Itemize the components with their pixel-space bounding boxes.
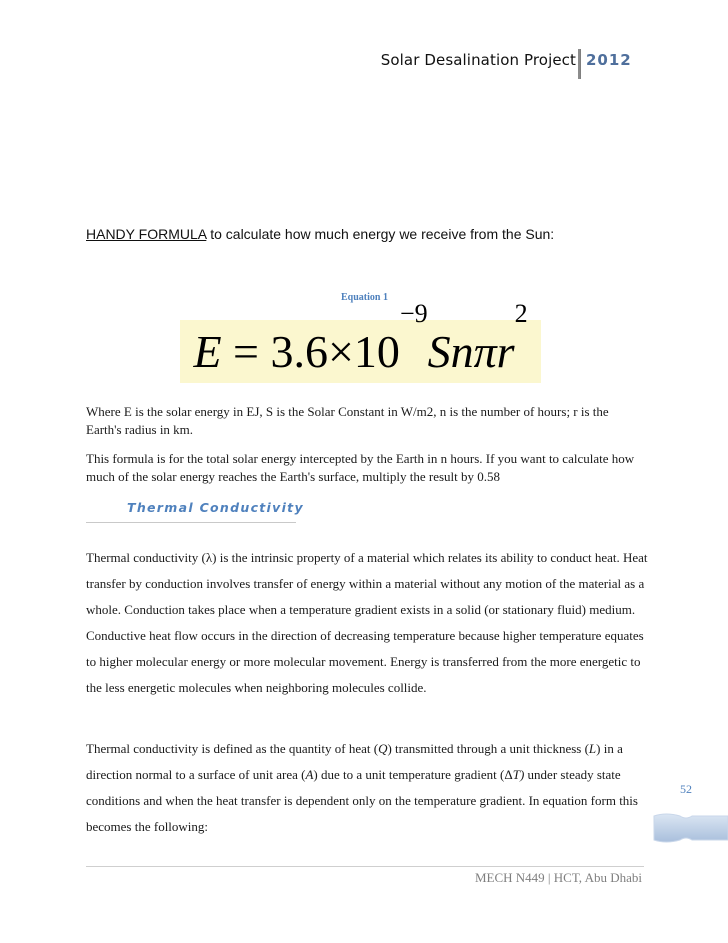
p4-text-b: ) transmitted through a unit thickness ( — [387, 741, 589, 756]
formula-coefficient: = 3.6×10 — [221, 326, 400, 377]
p4-symbol-q: Q — [378, 741, 388, 756]
footer-rule — [86, 866, 644, 867]
formula-power: 2 — [514, 299, 528, 328]
p4-text-c: ) in a direction normal to a surface of unit area ( — [86, 741, 623, 782]
p4-symbol-a: A — [305, 767, 314, 782]
section-heading-underline — [86, 522, 296, 523]
equation-caption: Equation 1 — [341, 292, 388, 303]
page-footer: MECH N449 | HCT, Abu Dhabi — [474, 870, 642, 885]
formula-lhs: E — [193, 326, 222, 377]
page-header — [0, 49, 728, 79]
p4-text-d: ) due to a unit temperature gradient (Δ — [313, 767, 513, 782]
p4-symbol-t: T) — [512, 767, 525, 782]
p4-text-e: under steady state conditions and when the heat transfer is dependent only on the temperature gradient. In equation form this becomes the following: — [86, 767, 638, 834]
solar-energy-formula — [180, 299, 541, 383]
handy-formula-line — [86, 226, 554, 242]
formula-exponent: −9 — [399, 299, 428, 328]
paragraph-thermal-conductivity-definition — [86, 736, 652, 840]
section-heading-thermal-conductivity: Thermal Conductivity — [127, 500, 304, 515]
header-separator — [578, 49, 581, 79]
formula-variables: Snπr — [427, 326, 515, 377]
p4-symbol-l: L — [588, 741, 597, 756]
header-title: Solar Desalination Project — [380, 51, 576, 69]
p4-text-a: Thermal conductivity is defined as the quantity of heat ( — [86, 741, 379, 756]
page-tab-decoration — [652, 810, 728, 844]
paragraph-thermal-conductivity-intro: Thermal conductivity (λ) is the intrinsic property of a material which relates its ability to conduct heat. Heat transfer by conduction involves transfer of energy within a material without any motion of the material as a whole. Conduction takes place when a temperature gradient exists in a solid (or stationary fluid) medium. Conductive heat flow occurs in the direction of decreasing temperature because higher temperature equates to higher molecular energy or more molecular movement. Energy is transferred from the more energetic to the less energetic molecules when neighboring molecules collide. — [86, 550, 648, 695]
paragraph-formula-note: This formula is for the total solar energy intercepted by the Earth in n hours. If you want to calculate how much of the solar energy reaches the Earth's surface, multiply the result by 0.58 — [86, 451, 635, 484]
formula-image — [180, 299, 541, 383]
paragraph-variable-definitions: Where E is the solar energy in EJ, S is the Solar Constant in W/m2, n is the number of hours; r is the Earth's radius in km. — [86, 404, 609, 437]
handy-formula-text: to calculate how much energy we receive from the Sun: — [206, 226, 555, 242]
handy-formula-label: HANDY FORMULA — [86, 226, 207, 242]
page-number: 52 — [680, 782, 692, 796]
header-year: 2012 — [586, 51, 632, 69]
